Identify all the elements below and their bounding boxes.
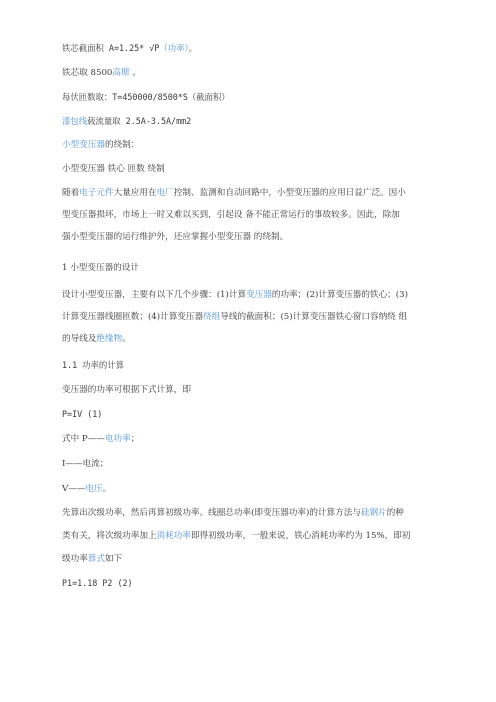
line-text: 计算变压器线圈匝数；(4)计算变压器 <box>62 312 204 322</box>
paragraph-line <box>62 507 404 519</box>
keyword-link[interactable]: 绕组 <box>203 312 221 322</box>
line-text: P1=1.18 P2 (2) <box>62 578 133 588</box>
line-text: 的功率；(2)计算变压器的铁心；(3) <box>271 290 408 300</box>
paragraph-line <box>62 187 406 199</box>
paragraph-line <box>62 231 288 243</box>
paragraph-line <box>62 139 139 151</box>
keyword-link[interactable]: 漆包线 <box>62 116 88 126</box>
line-text: 式中 P—— <box>62 434 105 444</box>
line-text: 变压器的功率可根据下式计算，即 <box>62 385 191 395</box>
paragraph-line <box>62 458 108 470</box>
line-text: 先算出次级功率，然后再算初级功率。线圈总功率(即变压器功率)的计算方法与 <box>62 508 361 518</box>
paragraph-line <box>62 289 408 301</box>
paragraph-line <box>62 553 122 565</box>
paragraph-line <box>62 115 191 127</box>
line-text: 小型变压器 铁心 匝数 绕制 <box>62 164 165 174</box>
line-text: 。 <box>122 334 131 344</box>
line-text: ； <box>130 434 140 444</box>
keyword-link[interactable]: 硅钢片 <box>360 508 387 518</box>
paragraph-line <box>62 433 139 445</box>
line-text: 的种 <box>386 508 404 518</box>
paragraph-line <box>62 311 407 323</box>
line-text: 铁芯取 8500 <box>62 68 113 78</box>
line-text: 设计小型变压器，主要有以下几个步骤：(1)计算 <box>62 290 247 300</box>
keyword-link[interactable]: 电厂 <box>156 188 174 198</box>
keyword-link[interactable]: 小型变压器 <box>62 140 105 150</box>
line-text: 随着 <box>62 188 80 198</box>
line-text: 的绕制： <box>104 140 140 150</box>
line-text: I——电流； <box>62 459 109 469</box>
paragraph-line <box>62 333 131 345</box>
paragraph-line <box>62 408 102 420</box>
line-text: 控制、监测和自动回路中，小型变压器的应用日益广泛。因小 <box>173 188 406 198</box>
line-text: 级功率 <box>62 554 88 564</box>
line-text: 导线的截面积；(5)计算变压器铁心窗口容纳绕 组 <box>220 312 408 322</box>
paragraph-line <box>62 530 410 542</box>
paragraph-line <box>62 577 133 589</box>
keyword-link[interactable]: （功率） <box>159 43 189 53</box>
keyword-link[interactable]: 电功率 <box>104 434 131 444</box>
keyword-link[interactable]: 高斯 <box>112 68 130 78</box>
keyword-link[interactable]: 算式 <box>87 554 105 564</box>
line-text: 如下 <box>105 554 123 564</box>
line-text: V—— <box>62 484 86 494</box>
paragraph-line <box>62 384 191 396</box>
keyword-link[interactable]: 消耗功率 <box>156 531 191 541</box>
line-text: 1.1 功率的计算 <box>62 360 125 370</box>
paragraph-line <box>62 483 111 495</box>
keyword-link[interactable]: 电子元件 <box>79 188 114 198</box>
line-text: 类有关，将次级功率加上 <box>62 531 157 541</box>
line-text: 大量应用在 <box>113 188 157 198</box>
line-text: 铁芯截面积 A=1.25* √P <box>62 43 160 53</box>
paragraph-line <box>62 209 400 221</box>
line-text: 的导线及 <box>62 334 97 344</box>
line-text: 型变压器损坏，市场上一时又难以买到，引起设 备不能正常运行的事故较多。因此，除加 <box>62 210 400 220</box>
keyword-link[interactable]: 绝缘物 <box>96 334 123 344</box>
keyword-link[interactable]: 变压器 <box>246 290 272 300</box>
paragraph-line <box>62 67 141 79</box>
line-text: 强小型变压器的运行维护外，还应掌握小型变压器 的绕制。 <box>62 232 289 242</box>
line-text: 载流量取 2.5A-3.5A/mm2 <box>87 116 192 126</box>
line-text: 。 <box>102 484 112 494</box>
paragraph-line <box>62 91 230 103</box>
line-text: P=IV (1) <box>62 409 103 419</box>
paragraph-line <box>62 359 124 371</box>
keyword-link[interactable]: 电压 <box>85 484 103 494</box>
line-text: 。 <box>188 43 198 53</box>
paragraph-line <box>62 42 197 54</box>
paragraph-line <box>62 163 165 175</box>
line-text: 。 <box>129 68 141 78</box>
line-text: 1 小型变压器的设计 <box>62 263 139 273</box>
line-text: 即得初级功率，一般来说，铁心消耗功率约为 15%，即初 <box>190 531 411 541</box>
line-text: 每伏匝数取：T=450000/8500*S（截面积） <box>62 92 230 102</box>
paragraph-line <box>62 262 139 274</box>
